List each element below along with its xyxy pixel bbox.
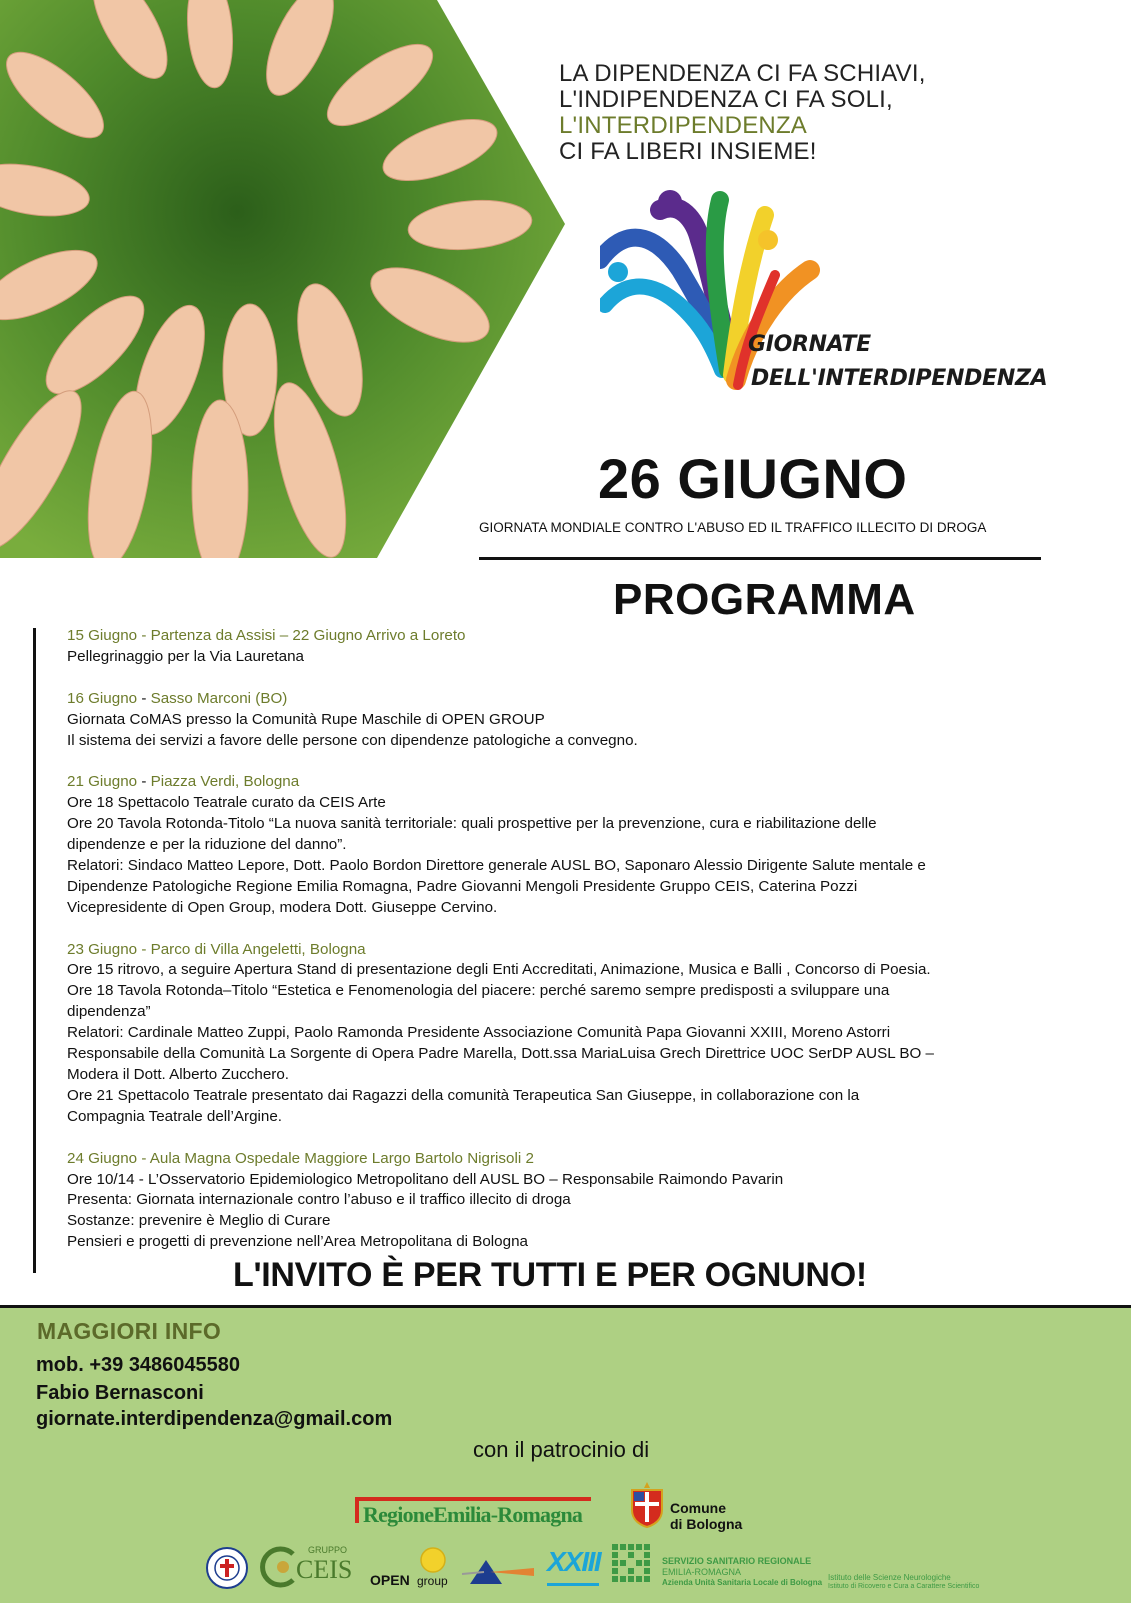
program-event (67, 689, 1067, 752)
logo-line-1: GIORNATE (748, 332, 871, 357)
info-name: Fabio Bernasconi (36, 1382, 204, 1404)
event-line: Sostanze: prevenire è Meglio di Curare (67, 1212, 331, 1230)
program-event (67, 940, 1067, 1128)
logo-text (745, 328, 1047, 396)
event-line: Il sistema dei servizi a favore delle persone con dipendenze patologiche a convegno. (67, 731, 638, 749)
motto (559, 61, 926, 165)
divider (479, 557, 1041, 560)
ssr-line-2: EMILIA-ROMAGNA (662, 1567, 742, 1577)
programma-title: PROGRAMMA (613, 575, 916, 624)
event-line: Modera il Dott. Alberto Zucchero. (67, 1065, 290, 1083)
event-line: Presenta: Giornata internazionale contro l’abuso e il traffico illecito di droga (67, 1191, 571, 1209)
event-place: Piazza Verdi, Bologna (150, 773, 300, 791)
regione-logo (355, 1497, 595, 1531)
event-line: dipendenze e per la riduzione del danno”. (67, 836, 347, 854)
isn-line-1: Istituto delle Scienze Neurologiche (828, 1573, 951, 1582)
event-line: Pellegrinaggio per la Via Lauretana (67, 647, 304, 665)
event-date-label: 15 Giugno (67, 627, 138, 644)
open-group-label-b: group (417, 1574, 448, 1588)
motto-line-3: L'INTERDIPENDENZA (559, 112, 808, 139)
info-phone[interactable]: mob. +39 3486045580 (36, 1354, 241, 1376)
event-heading: 16 Giugno - Sasso Marconi (BO) (67, 689, 288, 707)
program-list (67, 626, 1067, 1274)
logo-line-2: DELL'INTERDIPENDENZA (751, 366, 1048, 391)
event-heading: 23 Giugno - Parco di Villa Angeletti, Bologna (67, 940, 366, 958)
patrocinio-label: con il patrocinio di (473, 1437, 650, 1462)
program-event (67, 772, 1067, 918)
invite-banner: L'INVITO È PER TUTTI E PER OGNUNO! (233, 1256, 867, 1294)
event-date-label: 24 Giugno (67, 1149, 138, 1167)
event-date-label: 23 Giugno (67, 940, 138, 958)
event-heading: 21 Giugno - Piazza Verdi, Bologna (67, 773, 300, 791)
ceis-emblem-icon (259, 1546, 299, 1588)
event-line: Ore 21 Spettacolo Teatrale presentato dai Ragazzi della comunità Terapeutica San Giuseppe, in collaborazione con la (67, 1086, 860, 1104)
motto-line-4: CI FA LIBERI INSIEME! (559, 138, 817, 165)
event-line: Vicepresidente di Open Group, modera Dott. Giuseppe Cervino. (67, 898, 498, 916)
event-line: Ore 15 ritrovo, a seguire Apertura Stand di presentazione degli Enti Accreditati, Animazione, Musica e Balli , Concorso di Poesia. (67, 961, 931, 979)
prism-icon (462, 1558, 534, 1586)
info-email[interactable]: giornate.interdipendenza@gmail.com (36, 1408, 393, 1430)
event-place: Sasso Marconi (BO) (150, 689, 288, 707)
program-event (67, 1149, 1067, 1254)
comune-line-2: di Bologna (670, 1516, 743, 1532)
ssr-line-1: SERVIZIO SANITARIO REGIONALE (662, 1556, 812, 1566)
event-place: Partenza da Assisi – 22 Giugno Arrivo a Loreto (150, 627, 466, 644)
event-date: 26 GIUGNO (598, 447, 908, 510)
open-group-label-a: OPEN (370, 1572, 410, 1588)
ssr-line-3: Azienda Unità Sanitaria Locale di Bologna (662, 1578, 823, 1587)
event-line: Ore 18 Spettacolo Teatrale curato da CEIS Arte (67, 794, 386, 812)
event-line: Ore 10/14 - L’Osservatorio Epidemiologico Metropolitano dell AUSL BO – Responsabile Raimondo Pavarin (67, 1170, 784, 1188)
event-subtitle: GIORNATA MONDIALE CONTRO L'ABUSO ED IL TRAFFICO ILLECITO DI DROGA (479, 520, 987, 535)
motto-line-1: LA DIPENDENZA CI FA SCHIAVI, (559, 60, 926, 87)
program-bar (33, 628, 36, 1273)
papa-giovanni-logo: XXIII (547, 1546, 601, 1577)
bologna-crest-icon (628, 1480, 666, 1528)
event-line: dipendenza” (67, 1003, 151, 1021)
regione-text: RegioneEmilia-Romagna (363, 1502, 583, 1527)
event-line: Responsabile della Comunità La Sorgente di Opera Padre Marella, Dott.ssa MariaLuisa Grech Direttrice UOC SerDP AUSL BO – (67, 1045, 934, 1063)
event-line: Giornata CoMAS presso la Comunità Rupe Maschile di OPEN GROUP (67, 710, 545, 728)
event-line: Compagnia Teatrale dell’Argine. (67, 1107, 283, 1125)
open-group-sun-icon (418, 1546, 448, 1574)
motto-line-2: L'INDIPENDENZA CI FA SOLI, (559, 86, 893, 113)
event-line: Dipendenze Patologiche Regione Emilia Romagna, Padre Giovanni Mengoli Presidente Gruppo CEIS, Caterina Pozzi (67, 877, 858, 895)
isn-line-2: Istituto di Ricovero e Cura a Carattere Scientifico (828, 1583, 980, 1590)
info-title: MAGGIORI INFO (37, 1318, 222, 1344)
event-date-label: 16 Giugno (67, 689, 138, 707)
papa-giovanni-underline (547, 1583, 599, 1586)
event-date-label: 21 Giugno (67, 773, 138, 791)
event-line: Relatori: Cardinale Matteo Zuppi, Paolo Ramonda Presidente Associazione Comunità Papa Giovanni XXIII, Moreno Astorri (67, 1024, 891, 1042)
hands-feet-photo (0, 0, 565, 558)
ssr-grid-icon (610, 1542, 654, 1588)
event-line: Relatori: Sindaco Matteo Lepore, Dott. Paolo Bordon Direttore generale AUSL BO, Saponaro Alessio Dirigente Salute mentale e (67, 856, 926, 874)
caritas-seal-icon (205, 1546, 249, 1590)
event-line: Ore 20 Tavola Rotonda-Titolo “La nuova sanità territoriale: quali prospettive per la prevenzione, cura e riabilitazione delle (67, 815, 877, 833)
event-heading: 15 Giugno - Partenza da Assisi – 22 Giugno Arrivo a Loreto (67, 627, 466, 644)
ceis-small-label: GRUPPO (308, 1545, 348, 1555)
event-heading: 24 Giugno - Aula Magna Ospedale Maggiore Largo Bartolo Nigrisoli 2 (67, 1149, 534, 1167)
event-line: Ore 18 Tavola Rotonda–Titolo “Estetica e Fenomenologia del piacere: perché saremo sempre predisposti a sviluppare una (67, 982, 890, 1000)
event-line: Pensieri e progetti di prevenzione nell’Area Metropolitana di Bologna (67, 1233, 528, 1251)
event-place: Aula Magna Ospedale Maggiore Largo Bartolo Nigrisoli 2 (149, 1149, 534, 1167)
program-event (67, 626, 1067, 668)
event-place: Parco di Villa Angeletti, Bologna (150, 940, 366, 958)
ceis-label: CEIS (296, 1555, 353, 1584)
comune-line-1: Comune (670, 1500, 726, 1516)
